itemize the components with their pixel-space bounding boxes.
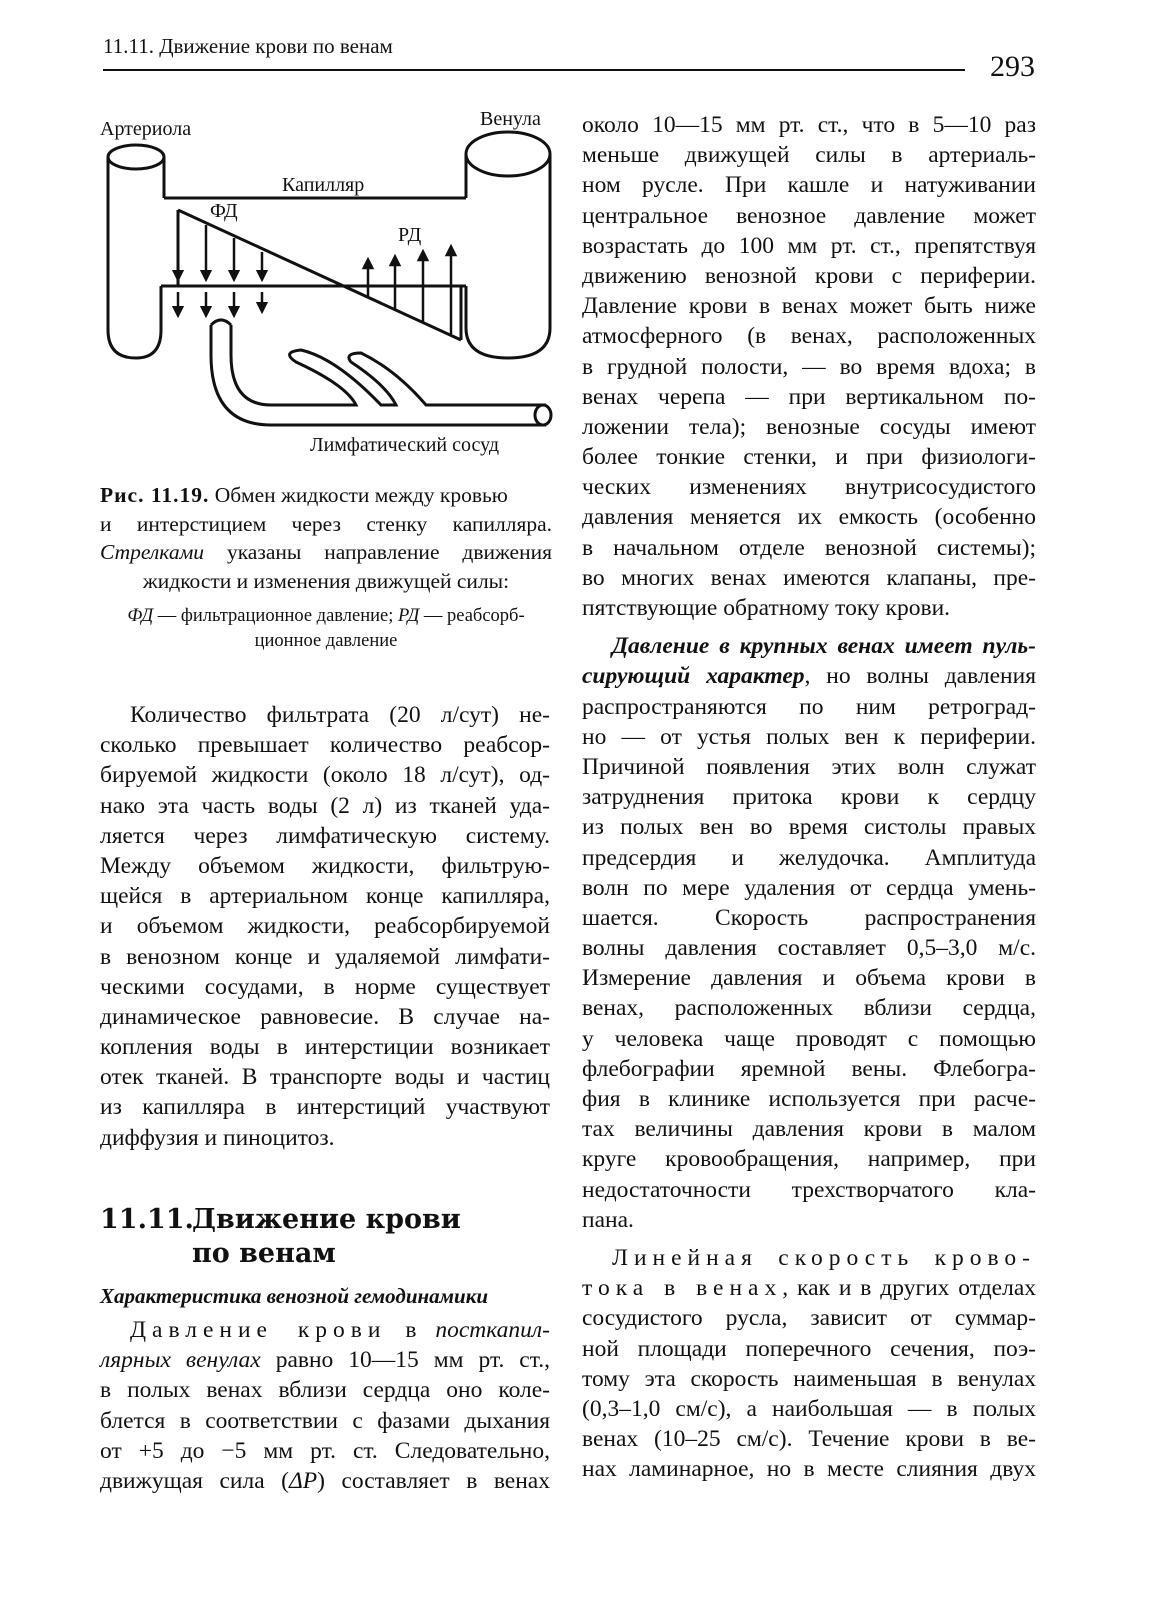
text-line: пана. bbox=[582, 1206, 634, 1233]
text-line: (0,3–1,0 см/с), а наибольшая — в полых bbox=[582, 1395, 1036, 1422]
text-line: более тонкие стенки, и при физиологи- bbox=[582, 444, 1036, 471]
text-line: но — от устья полых вен к периферии. bbox=[582, 723, 1036, 750]
text-line: ческими сосудами, в норме существует bbox=[100, 973, 550, 1000]
text-line: около 10—15 мм рт. ст., что в 5—10 раз bbox=[582, 112, 1036, 138]
text-line: в грудной полости, — во время вдоха; в bbox=[582, 353, 1036, 380]
text-line: у человека чаще проводят с помощью bbox=[582, 1025, 1036, 1052]
figure-caption bbox=[100, 481, 552, 595]
caption-line: и интерстицием через стенку капилляра. bbox=[100, 511, 552, 536]
section-title-line2: по венам bbox=[192, 1238, 336, 1269]
text-line: возрастать до 100 мм рт. ст., препятствуя bbox=[582, 232, 1036, 259]
text-line: от +5 до −5 мм рт. ст. Следовательно, bbox=[100, 1437, 550, 1464]
text-line: в начальном отделе венозной системы); bbox=[582, 534, 1036, 561]
label-capillary: Капилляр bbox=[282, 174, 365, 196]
text-line: флебографии яремной вены. Флебогра- bbox=[582, 1055, 1036, 1082]
text-line: Линейная скорость крово- bbox=[612, 1244, 1036, 1271]
text-line: венах, расположенных вблизи сердца, bbox=[582, 995, 1036, 1022]
text-line: лярных венулах равно 10—15 мм рт. ст., bbox=[100, 1347, 550, 1374]
legend-rd-abbr: РД bbox=[398, 606, 420, 626]
label-lymph-vessel: Лимфатический сосуд bbox=[310, 434, 500, 456]
text-line: предсердия и желудочка. Амплитуда bbox=[582, 844, 1036, 871]
text-line: из полых вен во время систолы правых bbox=[582, 814, 1036, 841]
text-line: волны давления составляет 0,5–3,0 м/с. bbox=[582, 935, 1036, 962]
lymph-end bbox=[535, 405, 551, 425]
text-line: нако эта часть воды (2 л) из тканей уда- bbox=[100, 792, 550, 819]
text-line: ляется через лимфатическую систему. bbox=[100, 822, 550, 849]
text-line: и объемом жидкости, реабсорбируемой bbox=[100, 913, 550, 940]
text-line: Между объемом жидкости, фильтрую- bbox=[100, 852, 550, 879]
text-line: во многих венах имеются клапаны, пре- bbox=[582, 564, 1036, 591]
text-line: распространяются по ним ретроград- bbox=[582, 693, 1036, 720]
left-paragraph-1 bbox=[100, 700, 550, 1153]
text-line: центральное венозное давление может bbox=[582, 202, 1036, 229]
text-line: отек тканей. В транспорте воды и частиц bbox=[100, 1064, 550, 1091]
text-line: пятствующие обратному току крови. bbox=[582, 595, 951, 621]
text-line: атмосферного (в венах, расположенных bbox=[582, 323, 1036, 350]
text-line: ной площади поперечного сечения, поэ- bbox=[582, 1335, 1036, 1362]
text-line: сирующий характер, но волны давления bbox=[582, 663, 1036, 690]
caption-line: Рис. 11.19. Обмен жидкости между кровью bbox=[100, 483, 508, 507]
text-line: фия в клинике используется при расче- bbox=[582, 1086, 1036, 1112]
capillary-diagram bbox=[96, 100, 566, 470]
text-line: затруднения притока крови к сердцу bbox=[582, 784, 1036, 811]
text-line: диффузия и пиноцитоз. bbox=[100, 1124, 335, 1151]
text-line: Количество фильтрата (20 л/сут) не- bbox=[130, 702, 550, 728]
text-line: меньше движущей силы в артериаль- bbox=[582, 142, 1036, 169]
text-line: щейся в артериальном конце капилляра, bbox=[100, 883, 550, 910]
text-line: Давление крови в венах может быть ниже bbox=[582, 293, 1036, 320]
text-line: круге кровообращения, например, при bbox=[582, 1146, 1036, 1173]
text-line: динамическое равновесие. В случае на- bbox=[100, 1003, 550, 1030]
text-line: Причиной появления этих волн служат bbox=[582, 753, 1036, 780]
text-line: недостаточности трехстворчатого кла- bbox=[582, 1176, 1036, 1203]
arteriole-top bbox=[108, 145, 164, 169]
subsection-heading: Характеристика венозной гемодинамики bbox=[100, 1284, 489, 1308]
section-number: 11.11. bbox=[100, 1204, 194, 1235]
page-number: 293 bbox=[990, 50, 1035, 83]
text-line: тах величины давления крови в малом bbox=[582, 1116, 1036, 1143]
text-line: венах черепа — при вертикальном по- bbox=[582, 383, 1036, 410]
text-line: тока в венах, как и в других отделах bbox=[582, 1275, 1036, 1302]
text-line: Давление крови в посткапил- bbox=[130, 1317, 550, 1343]
text-line: Давление в крупных венах имеет пуль- bbox=[612, 633, 1036, 660]
text-line: бируемой жидкости (около 18 л/сут), од- bbox=[100, 762, 550, 789]
text-line: ческих изменениях внутрисосудистого bbox=[582, 474, 1036, 501]
label-rd: РД bbox=[398, 224, 422, 246]
text-line: блется в соответствии с фазами дыхания bbox=[100, 1407, 550, 1434]
running-title: 11.11. Движение крови по венам bbox=[103, 34, 393, 58]
text-line: сколько превышает количество реабсор- bbox=[100, 732, 550, 759]
label-fd: ФД bbox=[210, 200, 238, 222]
venule-top bbox=[466, 132, 550, 176]
legend-fd-abbr: ФД bbox=[127, 606, 154, 626]
text-line: венах (10–25 см/с). Течение крови в ве- bbox=[582, 1426, 1036, 1453]
text-line: копления воды в интерстиции возникает bbox=[100, 1034, 550, 1061]
text-line: ложении тела); венозные сосуды имеют bbox=[582, 413, 1036, 440]
lymph-vessel bbox=[211, 325, 546, 425]
label-arteriole: Артериола bbox=[100, 118, 192, 140]
text-line: в полых венах вблизи сердца оно коле- bbox=[100, 1377, 550, 1404]
text-line: в венозном конце и удаляемой лимфати- bbox=[100, 943, 550, 970]
text-line: шается. Скорость распространения bbox=[582, 904, 1036, 931]
text-line: нах ламинарное, но в месте слияния двух bbox=[582, 1456, 1036, 1483]
text-line: сосудистого русла, зависит от суммар- bbox=[582, 1305, 1036, 1332]
caption-number: Рис. 11.19. bbox=[100, 483, 210, 507]
text-line: ном русле. При кашле и натуживании bbox=[582, 172, 1036, 199]
text-line: движущая сила (ΔP) составляет в венах bbox=[100, 1467, 550, 1494]
text-line: движению венозной крови с периферии. bbox=[582, 262, 1036, 289]
text-line: тому эта скорость наименьшая в венулах bbox=[582, 1365, 1036, 1392]
text-line: Измерение давления и объема крови в bbox=[582, 965, 1036, 992]
left-paragraph-2 bbox=[100, 1315, 550, 1496]
text-line: давления меняется их емкость (особенно bbox=[582, 504, 1036, 531]
text-line: из капилляра в интерстиций участвуют bbox=[100, 1094, 550, 1121]
text-line: волн по мере удаления от сердца умень- bbox=[582, 874, 1036, 901]
section-title-line1: Движение крови bbox=[192, 1204, 461, 1235]
section-heading bbox=[100, 1203, 461, 1271]
figure-legend: ФД — фильтрационное давление; РД — реабсорб- ционное давление bbox=[127, 606, 525, 651]
arteriole-walls bbox=[108, 157, 161, 358]
label-venule: Венула bbox=[480, 108, 541, 130]
right-column bbox=[582, 110, 1036, 1484]
caption-line: жидкости и изменения движущей силы: bbox=[142, 568, 510, 593]
venule-walls bbox=[466, 154, 550, 358]
header-rule bbox=[103, 69, 965, 71]
figure-capillary-exchange bbox=[96, 100, 566, 470]
caption-line: Стрелками указаны направление движения bbox=[100, 540, 552, 564]
